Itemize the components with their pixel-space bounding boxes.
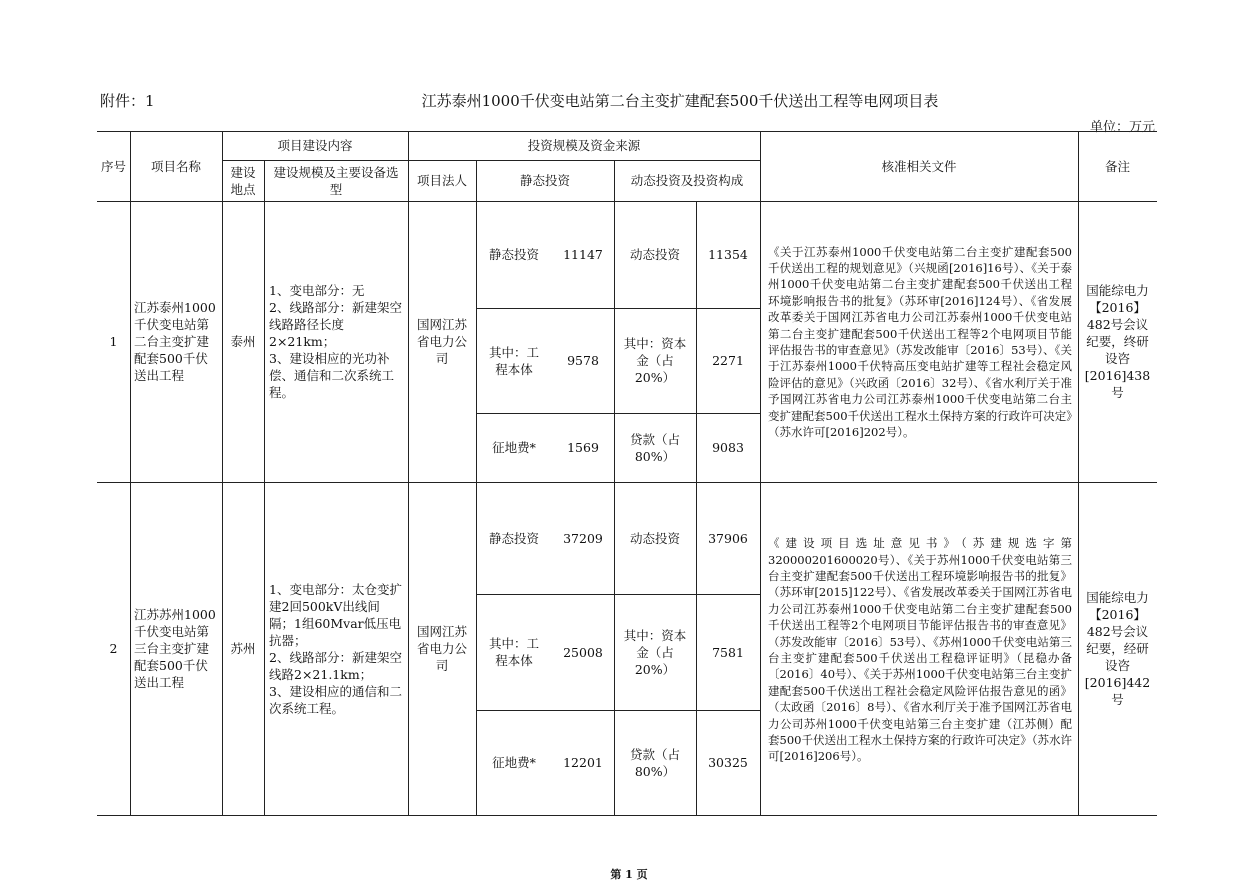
row1-remarks: 国能综电力【2016】482号会议纪要，终研设咨[2016]438号 xyxy=(1084,283,1151,400)
page-footer: 第 1 页 xyxy=(610,868,648,881)
row2-name: 江苏苏州1000千伏变电站第三台主变扩建配套500千伏送出工程 xyxy=(134,607,216,690)
row2-static-label-1: 静态投资 xyxy=(488,530,539,546)
row1-static-label-1: 静态投资 xyxy=(488,247,539,262)
row2-static-value-2: 25008 xyxy=(563,644,603,660)
row1-seq: 1 xyxy=(109,334,118,349)
row2-remarks: 国能综电力【2016】482号会议纪要，经研设咨[2016]442号 xyxy=(1084,590,1151,707)
row2-seq: 2 xyxy=(109,641,118,656)
row1-name: 江苏泰州1000千伏变电站第二台主变扩建配套500千伏送出工程 xyxy=(134,300,216,383)
row2-dynamic-label-2: 其中：资本金（占20%） xyxy=(623,627,687,677)
row1-static-label-3: 征地费* xyxy=(492,440,536,455)
unit-label: 单位：万元 xyxy=(1089,120,1155,135)
header-docs: 核准相关文件 xyxy=(881,158,957,174)
row2-dynamic-value-3: 30325 xyxy=(708,755,748,770)
header-seq: 序号 xyxy=(100,158,126,174)
header-remarks: 备注 xyxy=(1104,158,1130,174)
row2-static-value-1: 37209 xyxy=(563,530,603,546)
row1-dynamic-value-2: 2271 xyxy=(712,353,744,368)
attachment-label: 附件：1 xyxy=(100,92,155,110)
header-dynamic: 动态投资及投资构成 xyxy=(630,173,744,188)
row1-static-value-2: 9578 xyxy=(567,353,599,368)
header-location: 建设地点 xyxy=(230,164,256,197)
row1-dynamic-value-1: 11354 xyxy=(708,247,748,262)
row1-docs xyxy=(760,212,1078,472)
row2-static-value-3: 12201 xyxy=(563,755,603,770)
row1-dynamic-label-2: 其中：资本金（占20%） xyxy=(623,336,687,385)
row2-location: 苏州 xyxy=(230,641,256,656)
header-name: 项目名称 xyxy=(150,158,201,174)
header-construction: 项目建设内容 xyxy=(277,138,353,153)
row2-dynamic-value-2: 7581 xyxy=(712,644,744,660)
header-scale: 建设规模及主要设备选型 xyxy=(273,164,399,197)
row2-static-label-3: 征地费* xyxy=(492,755,536,770)
row1-static-label-2: 其中：工程本体 xyxy=(488,344,539,377)
row1-legal: 国网江苏省电力公司 xyxy=(416,317,467,366)
row1-dynamic-label-1: 动态投资 xyxy=(629,247,680,262)
row2-legal: 国网江苏省电力公司 xyxy=(416,624,467,673)
row1-dynamic-label-3: 贷款（占80%） xyxy=(629,431,680,464)
document-title: 江苏泰州1000千伏变电站第二台主变扩建配套500千伏送出工程等电网项目表 xyxy=(421,92,939,110)
row2-dynamic-label-1: 动态投资 xyxy=(629,530,680,546)
header-investment: 投资规模及资金来源 xyxy=(527,138,641,153)
row2-static-label-2: 其中：工程本体 xyxy=(488,636,539,668)
row2-dynamic-value-1: 37906 xyxy=(708,530,748,546)
row1-docs-text: 《关于江苏泰州1000千伏变电站第二台主变扩建配套500千伏送出工程的规划意见》（兴规函[2016]16号）、《关于泰州1000千伏变电站第二台主变扩建配套500千伏送出工程环境影响报告书的批复》（苏环审[2016]124号）、《省发展改革委关于国网江苏省电力公司江苏泰州1000千伏变电站第二台主变扩建配套500千伏送出工程等2个电网项目节能评估报告书的审查意见》（苏发改能审〔2016〕53号）、《关于江苏泰州1000千伏特高压变电站扩建等工程社会稳定风险评估的意见》（兴政函〔2016〕32号）、《省水利厅关于准予国网江苏省电力公司江苏泰州1000千伏变电站第二台主变扩建配套500千伏送出工程水土保持方案的行政许可决定》（苏水许可[2016]202号）。 xyxy=(768,244,1072,440)
row1-scale: 1、变电部分：无 2、线路部分：新建架空线路路径长度2×21km； 3、建设相应的光功补偿、通信和二次系统工程。 xyxy=(269,283,402,400)
row1-dynamic-value-3: 9083 xyxy=(712,440,744,455)
row1-location: 泰州 xyxy=(230,334,256,349)
header-legal: 项目法人 xyxy=(416,173,467,188)
rule-bottom xyxy=(97,815,1157,816)
row2-dynamic-label-3: 贷款（占80%） xyxy=(629,746,680,779)
header-static: 静态投资 xyxy=(519,173,570,188)
row2-docs xyxy=(760,494,1078,806)
row2-docs-text: 《建设项目选址意见书》（苏建规选字第320000201600020号）、《关于苏州1000千伏变电站第三台主变扩建配套500千伏送出工程环境影响报告书的批复》（苏环审[2015]122号）、《省发展改革委关于国网江苏省电力公司江苏泰州1000千伏变电站第二台主变扩建配套500千伏送出工程等2个电网项目节能评估报告书的审查意见》（苏发改能审〔2016〕53号）、《苏州1000千伏变电站第三台主变扩建配套500千伏送出工程稳评证明》（昆稳办备〔2016〕40号）、《关于苏州1000千伏变电站第三台主变扩建配套500千伏送出工程社会稳定风险评估报告意见的函》（太政函〔2016〕8号）、《省水利厅关于准予国网江苏省电力公司苏州1000千伏变电站第三台主变扩建（江苏侧）配套500千伏送出工程水土保持方案的行政许可决定》（苏水许可[2016]206号）。 xyxy=(768,536,1072,764)
row1-static-value-1: 11147 xyxy=(563,247,603,262)
row2-scale: 1、变电部分：太仓变扩建2回500kV出线间隔；1组60Mvar低压电抗器； 2、线路部分：新建架空线路2×21.1km； 3、建设相应的通信和二次系统工程。 xyxy=(269,581,402,716)
row1-static-value-3: 1569 xyxy=(567,440,599,455)
